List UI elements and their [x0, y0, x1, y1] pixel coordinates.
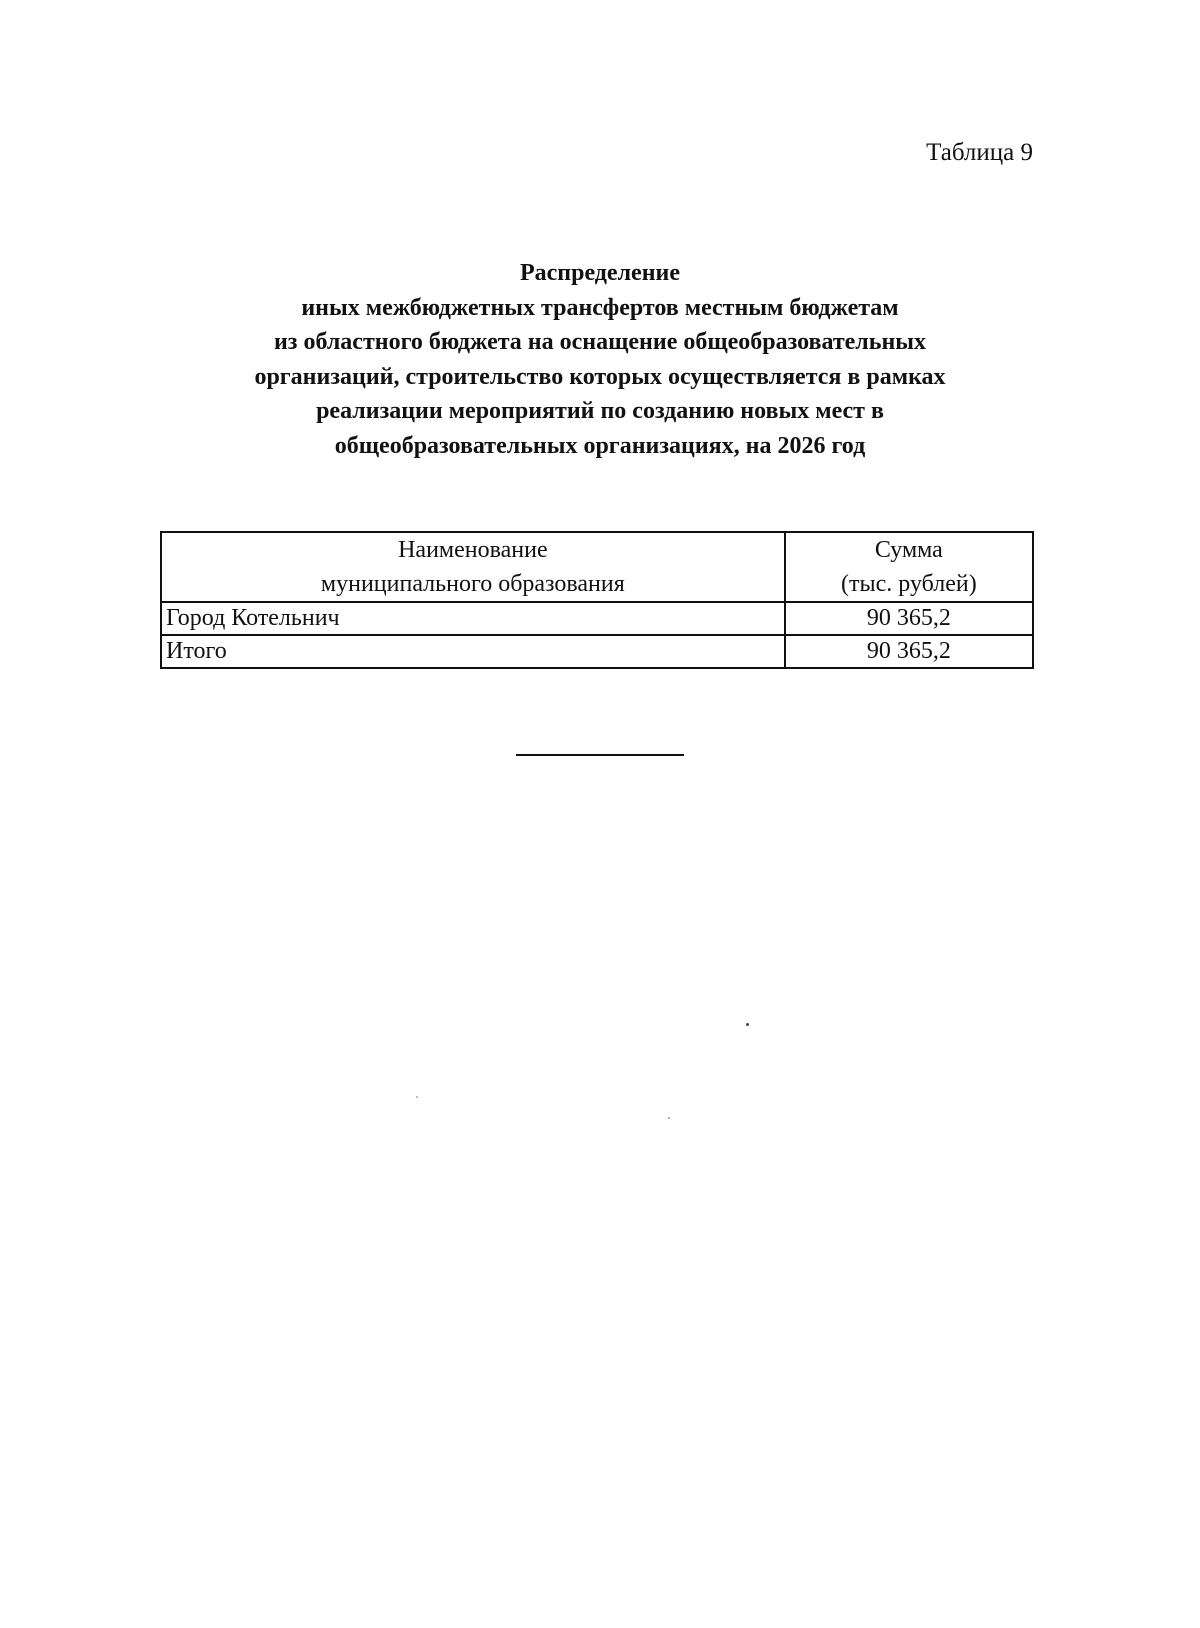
scan-speck — [668, 1117, 670, 1119]
column-header-sum — [785, 532, 1033, 602]
end-divider — [516, 754, 684, 756]
document-title — [150, 256, 1050, 463]
title-line: из областного бюджета на оснащение общеобразовательных — [273, 329, 927, 355]
title-line: организаций, строительство которых осуществляется в рамках — [254, 363, 946, 390]
table-header-row — [161, 532, 1033, 602]
title-line: общеобразовательных организациях, на 2026 год — [334, 432, 866, 459]
total-label-cell: Итого — [161, 635, 785, 668]
column-header-name-line2: муниципального образования — [320, 571, 625, 597]
amount-cell: 90 365,2 — [785, 602, 1033, 635]
column-header-sum-line2: (тыс. рублей) — [841, 571, 977, 597]
table-number: Таблица 9 — [926, 139, 1033, 166]
scan-speck — [746, 1023, 749, 1026]
title-line: Распределение — [519, 260, 681, 286]
column-header-name — [161, 532, 785, 602]
title-line: реализации мероприятий по созданию новых мест в — [316, 398, 884, 424]
distribution-table — [160, 531, 1034, 669]
total-amount-cell: 90 365,2 — [785, 635, 1033, 668]
title-line: иных межбюджетных трансфертов местным бюджетам — [301, 294, 899, 321]
table-total-row — [161, 635, 1033, 668]
scan-speck — [416, 1096, 418, 1098]
column-header-sum-line1: Сумма — [874, 537, 943, 563]
municipality-name-cell: Город Котельнич — [161, 602, 785, 635]
column-header-name-line1: Наименование — [398, 537, 548, 563]
table-row — [161, 602, 1033, 635]
